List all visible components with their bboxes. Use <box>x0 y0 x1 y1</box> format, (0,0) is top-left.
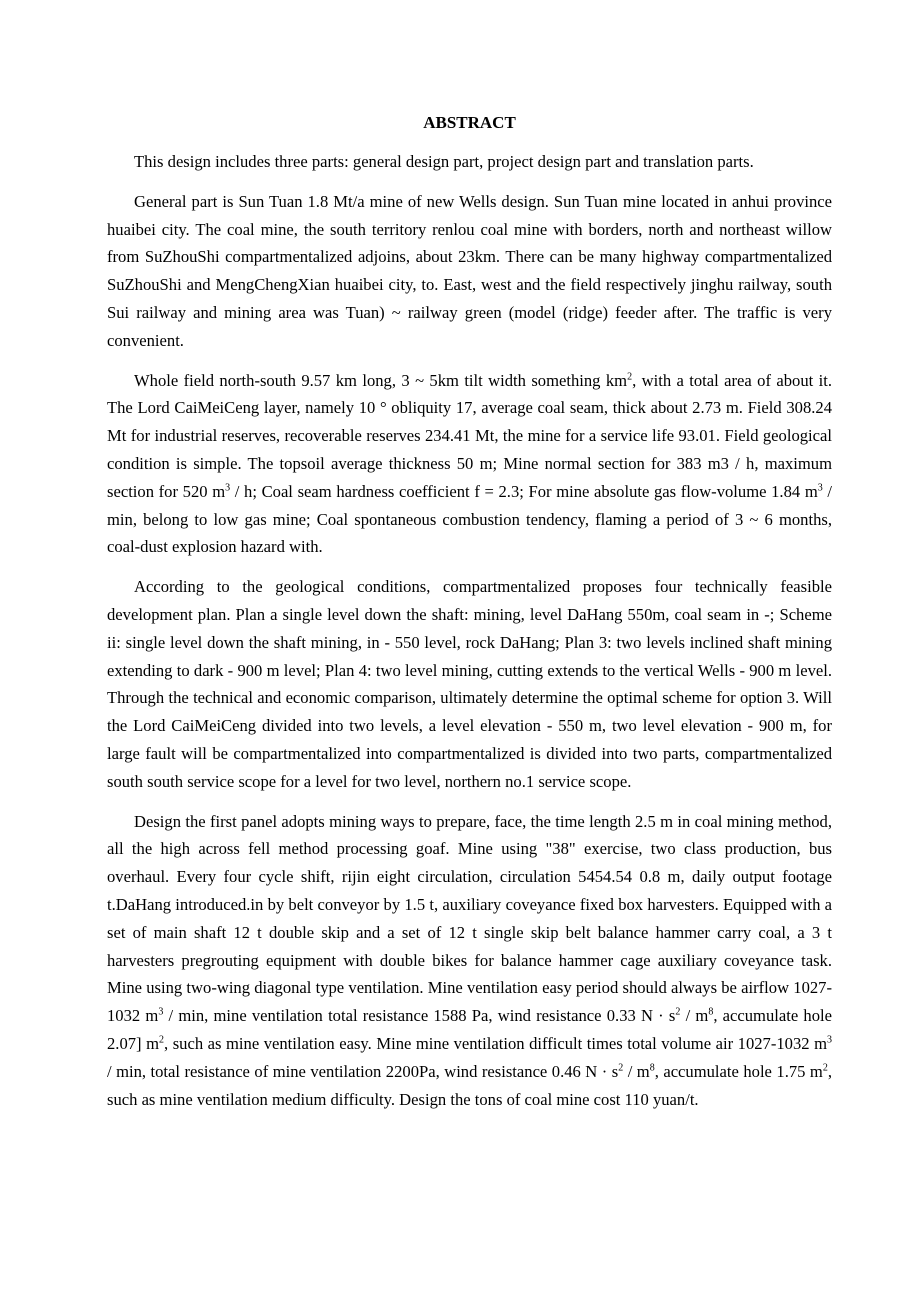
abstract-paragraph-4: According to the geological conditions, compartmentalized proposes four technically feasible development plan. Plan a single level down the shaft: mining, level DaHang 550m, coal seam in -; Scheme ii: single level down the shaft mining, in - 550 level, rock DaHang; Plan 3: two levels inclined shaft mining extending to dark - 900 m level; Plan 4: two level mining, cutting extends to the vertical Wells - 900 m level. Through the technical and economic comparison, ultimately determine the optimal scheme for option 3. Will the Lord CaiMeiCeng divided into two levels, a level elevation - 550 m, two level elevation - 900 m, for large fault will be compartmentalized into compartmentalized is divided into two parts, compartmentalized south south service scope for a level for two level, northern no.1 service scope. <box>107 577 832 791</box>
abstract-paragraph-1: This design includes three parts: general design part, project design part and translation parts. <box>134 152 754 171</box>
abstract-paragraph-5: Design the first panel adopts mining ways to prepare, face, the time length 2.5 m in coal mining method, all the high across fell method processing goaf. Mine using "38" exercise, two class production, bus overhaul. Every four cycle shift, rijin eight circulation, circulation 5454.54 0.8 m, daily output footage t.DaHang introduced.in by belt conveyor by 1.5 t, auxiliary coveyance fixed box harvesters. Equipped with a set of main shaft 12 t double skip and a set of 12 t single skip belt balance hammer carry coal, a 3 t harvesters pregrouting equipment with double bikes for balance hammer cage auxiliary coveyance task. Mine using two-wing diagonal type ventilation. Mine ventilation easy period should always be airflow 1027-1032 $m^3$ / min, mine ventilation total resistance 1588 Pa, wind resistance 0.33 $N \cdot s^2 / m^8$, accumulate hole 2.07] $m^2$, such as mine ventilation easy. Mine mine ventilation difficult times total volume air 1027-1032 $m^3$ / min, total resistance of mine ventilation 2200Pa, wind resistance 0.46 $N \cdot s^2 / m^8$, accumulate hole 1.75 $m^2$, such as mine ventilation medium difficulty. Design the tons of coal mine cost 110 yuan/t. <box>107 811 833 1109</box>
abstract-title: ABSTRACT <box>423 113 516 132</box>
abstract-paragraph-3: Whole field north-south 9.57 km long, 3 ~ 5km tilt width something $km^2$, with a total area of about it. The Lord CaiMeiCeng layer, namely 10 ° obliquity 17, average coal seam, thick about 2.73 m. Field 308.24 Mt for industrial reserves, recoverable reserves 234.41 Mt, the mine for a service life 93.01. Field geological condition is simple. The topsoil average thickness 50 m; Mine normal section for 383 m3 / h, maximum section for 520 $m^3$ / h; Coal seam hardness coefficient f = 2.3; For mine absolute gas flow-volume 1.84 $m^3$ / min, belong to low gas mine; Coal spontaneous combustion tendency, flaming a period of 3 ~ 6 months, coal-dust explosion hazard with. <box>107 370 832 557</box>
abstract-paragraph-2: General part is Sun Tuan 1.8 Mt/a mine of new Wells design. Sun Tuan mine located in anhui province huaibei city. The coal mine, the south territory renlou coal mine with borders, north and northeast willow from SuZhouShi compartmentalized adjoins, about 23km. There can be many highway compartmentalized SuZhouShi and MengChengXian huaibei city, to. East, west and the field respectively jinghu railway, south Sui railway and mining area was Tuan) ~ railway green (model (ridge) feeder after. The traffic is very convenient. <box>107 191 832 350</box>
abstract-section <box>107 110 832 1125</box>
